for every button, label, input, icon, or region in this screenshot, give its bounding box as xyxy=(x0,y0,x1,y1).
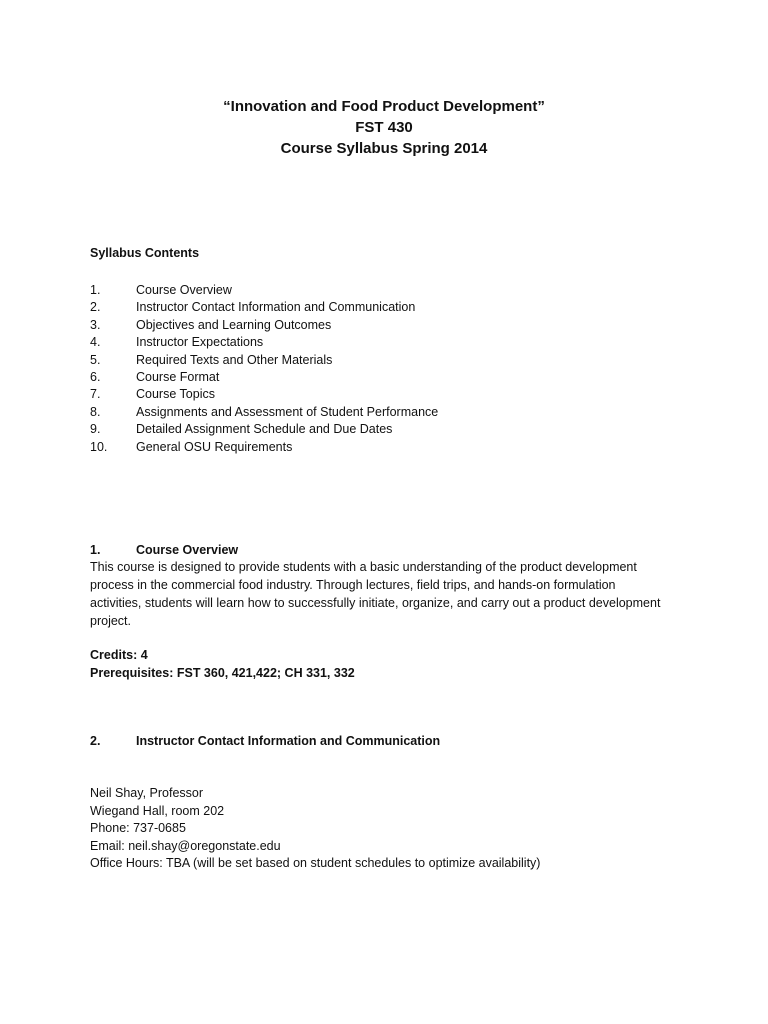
title-line-3: Course Syllabus Spring 2014 xyxy=(280,140,488,157)
title-line-1: “Innovation and Food Product Development” xyxy=(223,98,545,115)
overview-line: This course is designed to provide students with a basic understanding of the product development xyxy=(90,560,637,575)
toc-number: 8. xyxy=(90,404,101,419)
section-number: 2. xyxy=(90,734,101,748)
toc-item xyxy=(90,386,438,403)
overview-line: process in the commercial food industry. Through lectures, field trips, and hands-on formulation xyxy=(90,578,616,593)
toc-number: 2. xyxy=(90,300,101,315)
toc-label: Assignments and Assessment of Student Performance xyxy=(136,404,439,419)
toc-item xyxy=(90,317,438,334)
section-title: Course Overview xyxy=(136,543,239,557)
toc-label: Objectives and Learning Outcomes xyxy=(136,317,332,332)
toc-item xyxy=(90,439,438,456)
section-heading xyxy=(90,542,690,559)
toc-item xyxy=(90,282,438,299)
toc-label: Instructor Contact Information and Communication xyxy=(136,300,416,315)
toc-label: Course Format xyxy=(136,369,220,384)
instructor-email: Email: neil.shay@oregonstate.edu xyxy=(90,838,281,853)
title-line-2: FST 430 xyxy=(355,119,413,136)
toc-item xyxy=(90,404,438,421)
instructor-phone: Phone: 737-0685 xyxy=(90,821,186,836)
toc-label: Required Texts and Other Materials xyxy=(136,352,333,367)
instructor-office: Wiegand Hall, room 202 xyxy=(90,803,225,818)
office-hours: Office Hours: TBA (will be set based on student schedules to optimize availability) xyxy=(90,856,541,871)
overview-line: project. xyxy=(90,613,131,628)
toc-number: 1. xyxy=(90,283,101,297)
prerequisites-line: Prerequisites: FST 360, 421,422; CH 331, 332 xyxy=(90,666,355,680)
toc-label: General OSU Requirements xyxy=(136,439,293,454)
toc-label: Detailed Assignment Schedule and Due Dates xyxy=(136,422,393,437)
toc-number: 9. xyxy=(90,422,101,437)
toc-number: 7. xyxy=(90,387,101,402)
toc-number: 6. xyxy=(90,369,101,384)
contents-heading: Syllabus Contents xyxy=(90,246,200,260)
toc-number: 10. xyxy=(90,439,108,454)
section-number: 1. xyxy=(90,543,101,557)
course-overview-section xyxy=(90,542,690,631)
toc-item xyxy=(90,334,438,351)
toc-item xyxy=(90,352,438,369)
credits-block xyxy=(90,646,355,682)
contact-block xyxy=(90,785,540,873)
toc-label: Course Overview xyxy=(136,283,232,297)
toc-label: Instructor Expectations xyxy=(136,335,264,350)
instructor-contact-section xyxy=(90,733,440,750)
toc-number: 4. xyxy=(90,335,101,350)
instructor-name: Neil Shay, Professor xyxy=(90,786,204,800)
section-title: Instructor Contact Information and Communication xyxy=(136,734,441,748)
document-title xyxy=(0,96,768,159)
toc-item xyxy=(90,299,438,316)
toc-item xyxy=(90,421,438,438)
toc-item xyxy=(90,369,438,386)
table-of-contents xyxy=(90,282,438,456)
credits-line: Credits: 4 xyxy=(90,648,148,662)
toc-number: 5. xyxy=(90,352,101,367)
section-heading xyxy=(90,733,440,750)
overview-line: activities, students will learn how to successfully initiate, organize, and carry out a product development xyxy=(90,596,661,610)
toc-label: Course Topics xyxy=(136,387,215,402)
toc-number: 3. xyxy=(90,317,101,332)
